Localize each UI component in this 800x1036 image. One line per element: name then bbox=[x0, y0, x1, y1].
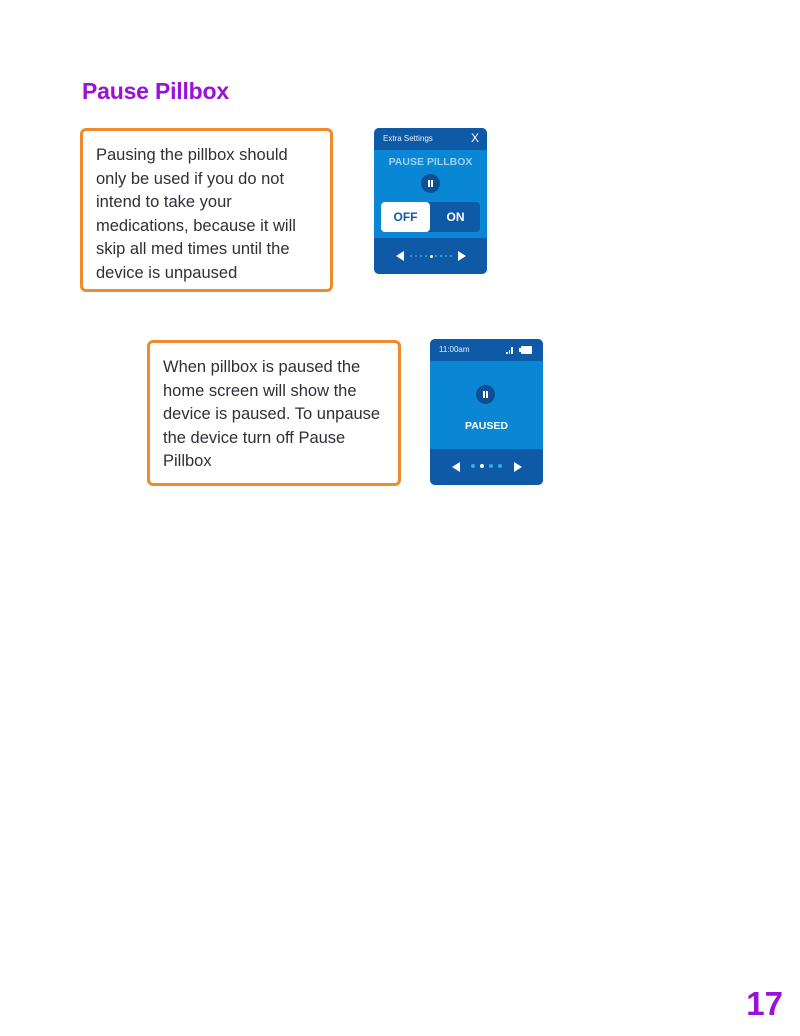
pause-toggle[interactable] bbox=[381, 202, 480, 232]
pause-icon bbox=[476, 385, 495, 404]
pause-pillbox-title: PAUSE PILLBOX bbox=[388, 156, 473, 168]
arrow-left-icon[interactable] bbox=[452, 462, 460, 472]
device-time: 11:00am bbox=[439, 345, 470, 354]
page-number: 17 bbox=[746, 985, 783, 1022]
pause-icon bbox=[421, 174, 440, 193]
callout-paused-home bbox=[147, 340, 401, 486]
device-status-bar bbox=[430, 339, 543, 361]
signal-icon bbox=[506, 347, 514, 354]
callout-text: Pausing the pillbox should only be used if you do not intend to take your medications, because it will skip all med times until the device is unpaused bbox=[96, 146, 296, 282]
battery-icon bbox=[521, 346, 532, 354]
paused-status: PAUSED bbox=[465, 420, 508, 432]
page-title: Pause Pillbox bbox=[82, 78, 229, 104]
page-indicator bbox=[410, 255, 452, 257]
page-indicator bbox=[471, 464, 502, 469]
device-header bbox=[374, 128, 487, 150]
close-icon[interactable]: X bbox=[470, 131, 479, 145]
arrow-right-icon[interactable] bbox=[514, 462, 522, 472]
device-screen-extra-settings bbox=[374, 128, 487, 274]
device-footer bbox=[374, 238, 487, 274]
arrow-right-icon[interactable] bbox=[458, 251, 466, 261]
device-screen-home bbox=[430, 339, 543, 485]
arrow-left-icon[interactable] bbox=[396, 251, 404, 261]
callout-pause-warning bbox=[80, 128, 333, 292]
toggle-off-option[interactable]: OFF bbox=[381, 202, 430, 232]
device-footer bbox=[430, 449, 543, 485]
callout-text: When pillbox is paused the home screen will show the device is paused. To unpause the device turn off Pause Pillbox bbox=[163, 358, 381, 470]
toggle-on-option[interactable]: ON bbox=[446, 210, 465, 224]
device-header-title: Extra Settings bbox=[383, 134, 433, 143]
